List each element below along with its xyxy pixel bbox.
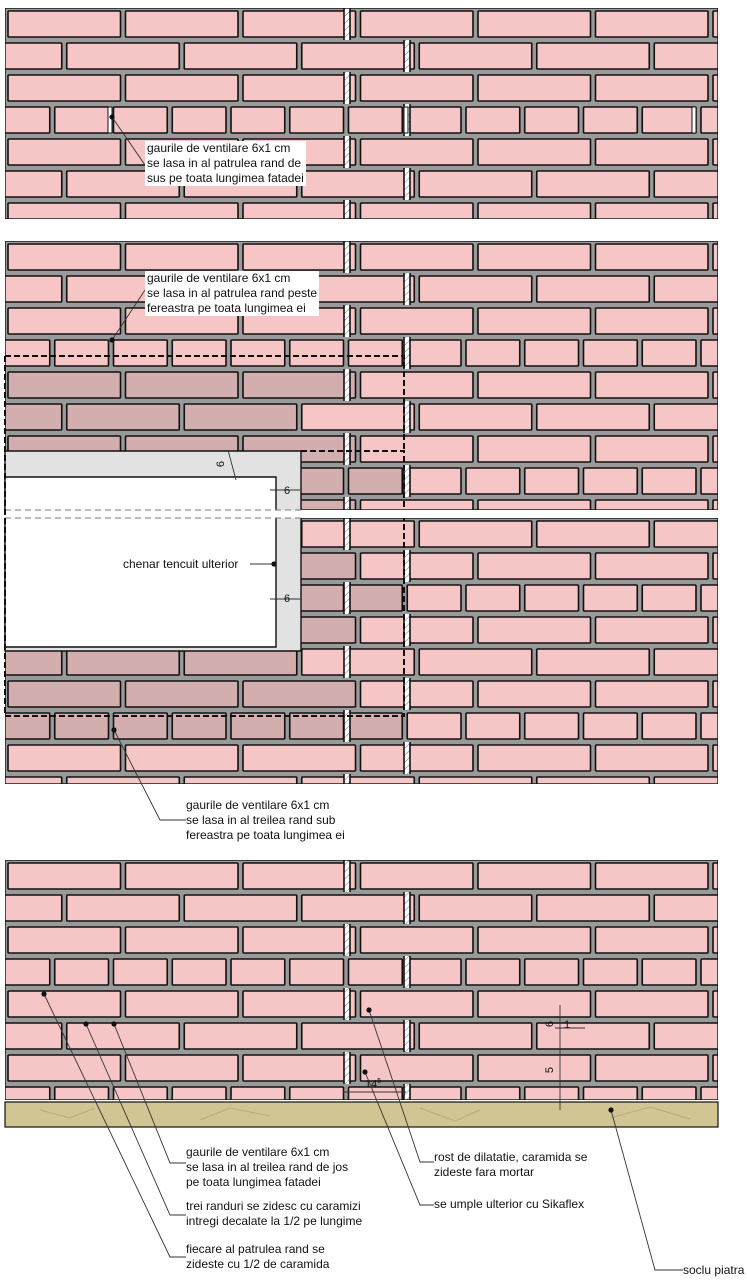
brick <box>126 863 239 889</box>
brick <box>419 895 532 921</box>
brick <box>243 1055 356 1081</box>
brick <box>0 75 3 101</box>
expansion-joint-hatch <box>344 646 350 678</box>
brick <box>0 895 62 921</box>
brick <box>713 681 747 707</box>
brick <box>596 745 709 771</box>
brick <box>654 276 747 302</box>
brick <box>8 308 121 334</box>
brick <box>361 617 474 643</box>
expansion-joint-hatch <box>404 892 410 924</box>
expansion-joint-hatch <box>344 136 350 168</box>
brick <box>349 959 403 985</box>
brick <box>466 340 520 366</box>
brick <box>55 959 109 985</box>
brick <box>478 863 591 889</box>
brick <box>0 139 3 165</box>
dim-reveal-side-lower: 6 <box>284 593 291 605</box>
label-vent-below-window: gaurile de ventilare 6x1 cm se lasa in al treilea rand sub fereastra pe toata lungimea ei <box>186 798 345 842</box>
brick <box>713 927 747 953</box>
brick <box>114 107 168 133</box>
brick <box>361 436 474 462</box>
brick <box>478 139 591 165</box>
brick <box>407 468 461 494</box>
brick <box>713 139 747 165</box>
brick <box>361 75 474 101</box>
brick <box>701 107 747 133</box>
brick <box>361 244 474 270</box>
brick <box>243 203 356 229</box>
expansion-joint-hatch <box>344 1052 350 1084</box>
brick <box>0 372 3 398</box>
brick <box>478 11 591 37</box>
dim-reveal-top: 6 <box>215 460 228 468</box>
brick <box>701 959 747 985</box>
brick <box>478 75 591 101</box>
brick <box>349 107 403 133</box>
dim-course-height-a: 6 <box>544 1020 557 1028</box>
brick <box>8 1055 121 1081</box>
brick <box>302 521 415 547</box>
brick <box>0 107 50 133</box>
brick <box>654 171 747 197</box>
brick <box>0 340 50 366</box>
brick <box>231 959 285 985</box>
brick <box>596 308 709 334</box>
label-plinth: soclu piatra <box>683 1263 745 1277</box>
break-gap <box>0 510 747 518</box>
brick <box>466 959 520 985</box>
brick <box>8 11 121 37</box>
brick <box>302 1023 415 1049</box>
brick <box>478 745 591 771</box>
brick <box>0 681 3 707</box>
brick <box>361 745 474 771</box>
brick <box>713 308 747 334</box>
brick <box>126 745 239 771</box>
brick <box>243 745 356 771</box>
brick <box>713 244 747 270</box>
label-vent-top: gaurile de ventilare 6x1 cm se lasa in al patrulea rand de sus pe toata lungimea fatadei <box>147 141 304 185</box>
brick <box>67 43 180 69</box>
brick <box>8 372 121 398</box>
brick <box>654 43 747 69</box>
brick <box>126 991 239 1017</box>
expansion-joint-hatch <box>404 742 410 774</box>
brick <box>584 468 638 494</box>
brick <box>0 777 62 803</box>
expansion-joint-hatch <box>344 8 350 40</box>
brick <box>243 927 356 953</box>
expansion-joint-hatch <box>404 273 410 305</box>
brick <box>478 681 591 707</box>
brick <box>419 404 532 430</box>
brick <box>596 1055 709 1081</box>
brick <box>172 959 226 985</box>
brick <box>184 895 297 921</box>
brick <box>525 713 579 739</box>
brick <box>478 308 591 334</box>
brick <box>302 404 415 430</box>
brick <box>302 171 415 197</box>
label-vent-bottom: gaurile de ventilare 6x1 cm se lasa in al treilea rand de jos pe toata lungimea fatadei <box>186 1145 349 1189</box>
brick <box>642 468 696 494</box>
brick <box>419 1023 532 1049</box>
brick <box>596 11 709 37</box>
brick <box>0 927 3 953</box>
leader-plinth <box>611 1110 683 1270</box>
brick <box>8 991 121 1017</box>
brick <box>478 244 591 270</box>
brick <box>126 927 239 953</box>
expansion-joint-hatch <box>404 168 410 200</box>
brick <box>0 171 62 197</box>
brick <box>654 649 747 675</box>
brick <box>361 991 474 1017</box>
brick <box>0 244 3 270</box>
brick <box>713 745 747 771</box>
brick <box>596 681 709 707</box>
brick <box>478 436 591 462</box>
brick <box>302 895 415 921</box>
leader-vent-top-dot <box>109 114 114 119</box>
brick <box>596 863 709 889</box>
brick <box>114 959 168 985</box>
brick <box>290 107 344 133</box>
brick <box>0 745 3 771</box>
brick <box>67 1023 180 1049</box>
brick <box>596 553 709 579</box>
expansion-joint-hatch <box>404 956 410 988</box>
brick <box>537 521 650 547</box>
brick <box>0 863 3 889</box>
brick <box>67 649 180 675</box>
brick <box>466 107 520 133</box>
leader-vent-bottom-dot <box>111 1021 116 1026</box>
leader-sikaflex-dot <box>362 1069 367 1074</box>
label-three-rows: trei randuri se zidesc cu caramizi intregi decalate la 1/2 pe lungime <box>186 1199 363 1228</box>
brick <box>114 340 168 366</box>
brick <box>596 139 709 165</box>
expansion-joint-hatch <box>344 433 350 465</box>
expansion-joint-hatch <box>344 305 350 337</box>
brick <box>0 436 3 462</box>
dim-joint-spacing: $14^5$ <box>365 1078 382 1091</box>
brick <box>525 340 579 366</box>
expansion-joint-hatch <box>344 518 350 550</box>
brick <box>584 340 638 366</box>
brick <box>584 713 638 739</box>
brick <box>0 991 3 1017</box>
brick <box>243 681 356 707</box>
brick <box>654 1023 747 1049</box>
brick <box>8 927 121 953</box>
brick <box>8 203 121 229</box>
leader-vent-below-dot <box>111 727 116 732</box>
brick <box>525 468 579 494</box>
brick <box>537 777 650 803</box>
brick <box>243 75 356 101</box>
brick <box>8 681 121 707</box>
brick <box>0 959 50 985</box>
brick <box>584 585 638 611</box>
brick <box>0 1023 62 1049</box>
brick <box>8 863 121 889</box>
brick <box>419 777 532 803</box>
brick <box>419 171 532 197</box>
brick <box>701 468 747 494</box>
brick <box>419 43 532 69</box>
brick <box>172 340 226 366</box>
leader-plinth-dot <box>608 1107 613 1112</box>
brick <box>642 585 696 611</box>
brick <box>537 43 650 69</box>
expansion-joint-hatch <box>344 774 350 806</box>
brick <box>713 863 747 889</box>
brick <box>478 1055 591 1081</box>
brick <box>596 75 709 101</box>
brick <box>0 649 62 675</box>
expansion-joint-hatch <box>344 710 350 742</box>
brick <box>361 139 474 165</box>
brick <box>126 203 239 229</box>
brick <box>713 372 747 398</box>
label-fourth-row: fiecare al patrulea rand se zideste cu 1/2 de caramida <box>186 1242 330 1271</box>
brick <box>466 468 520 494</box>
brick <box>349 340 403 366</box>
brick <box>478 372 591 398</box>
brick <box>361 203 474 229</box>
brick <box>243 991 356 1017</box>
brick <box>8 745 121 771</box>
brick <box>419 521 532 547</box>
brick <box>0 203 3 229</box>
brick <box>584 107 638 133</box>
brick <box>67 777 180 803</box>
leader-fourth-row-dot <box>41 991 46 996</box>
brick <box>701 585 747 611</box>
expansion-joint-hatch <box>344 924 350 956</box>
brick <box>466 713 520 739</box>
brick-panel-top <box>0 8 747 232</box>
brick <box>243 372 356 398</box>
brick <box>184 649 297 675</box>
brick <box>231 107 285 133</box>
brick <box>654 895 747 921</box>
brick <box>126 1055 239 1081</box>
brick <box>713 553 747 579</box>
brick <box>596 244 709 270</box>
brick <box>642 107 696 133</box>
brick <box>478 927 591 953</box>
label-expansion-joint: rost de dilatatie, caramida se zideste fara mortar <box>434 1150 588 1179</box>
expansion-joint-hatch <box>344 241 350 273</box>
brick <box>584 959 638 985</box>
brick <box>713 1055 747 1081</box>
brick <box>596 203 709 229</box>
brick <box>713 991 747 1017</box>
brick <box>642 340 696 366</box>
brick <box>407 340 461 366</box>
brick <box>8 139 121 165</box>
expansion-joint-hatch <box>344 72 350 104</box>
brick <box>55 107 109 133</box>
stone-plinth <box>5 1102 718 1127</box>
brick <box>126 372 239 398</box>
brick <box>701 713 747 739</box>
brick <box>713 11 747 37</box>
brick <box>407 107 461 133</box>
brick <box>231 340 285 366</box>
brick <box>184 43 297 69</box>
brick <box>0 553 3 579</box>
brick <box>525 959 579 985</box>
brick <box>407 713 461 739</box>
brick <box>361 863 474 889</box>
brick <box>596 372 709 398</box>
brick <box>0 617 3 643</box>
dim-joint-width: 1 <box>564 1019 571 1031</box>
brick <box>8 244 121 270</box>
expansion-joint-hatch <box>344 200 350 232</box>
expansion-joint-hatch <box>344 988 350 1020</box>
brick <box>290 340 344 366</box>
brick <box>290 959 344 985</box>
brick <box>126 681 239 707</box>
brick <box>419 649 532 675</box>
brick <box>126 11 239 37</box>
brick <box>596 927 709 953</box>
brick <box>184 1023 297 1049</box>
brick <box>243 244 356 270</box>
brick <box>349 585 403 611</box>
expansion-joint-hatch <box>344 369 350 401</box>
brick <box>478 203 591 229</box>
brick <box>243 863 356 889</box>
brick <box>537 895 650 921</box>
brick <box>537 276 650 302</box>
brick <box>654 777 747 803</box>
vent-gap <box>692 107 696 133</box>
expansion-joint-hatch <box>344 582 350 614</box>
brick <box>525 585 579 611</box>
expansion-joint-hatch <box>404 1020 410 1052</box>
brick <box>596 617 709 643</box>
brick <box>172 107 226 133</box>
brick <box>407 959 461 985</box>
dim-reveal-side-upper: 6 <box>284 485 291 497</box>
brick <box>8 75 121 101</box>
brick <box>642 713 696 739</box>
brick <box>642 959 696 985</box>
label-window-frame: chenar tencuit ulterior <box>123 557 239 571</box>
brick <box>478 617 591 643</box>
brick <box>713 75 747 101</box>
brick <box>0 1055 3 1081</box>
brick <box>654 521 747 547</box>
brick <box>55 340 109 366</box>
brick <box>302 649 415 675</box>
brick <box>67 404 180 430</box>
brick <box>0 43 62 69</box>
brick <box>361 372 474 398</box>
brick <box>361 681 474 707</box>
brick <box>596 991 709 1017</box>
leader-expansion-joint-dot <box>366 1007 371 1012</box>
brick <box>596 436 709 462</box>
label-sikaflex: se umple ulterior cu Sikaflex <box>434 1197 585 1211</box>
leader-vent-above-dot <box>109 337 114 342</box>
brick <box>537 404 650 430</box>
brick <box>361 11 474 37</box>
brick <box>126 244 239 270</box>
brick <box>0 404 62 430</box>
brick <box>466 585 520 611</box>
brick <box>713 436 747 462</box>
brick <box>407 585 461 611</box>
brick <box>349 468 403 494</box>
vent-gap <box>404 107 408 133</box>
brick <box>0 276 62 302</box>
brick <box>302 43 415 69</box>
brick <box>67 895 180 921</box>
dim-course-height-b: 5 <box>544 1066 557 1074</box>
expansion-joint-hatch <box>404 40 410 72</box>
brick <box>0 308 3 334</box>
brick <box>361 308 474 334</box>
leader-window-frame-dot <box>271 561 276 566</box>
brick <box>537 171 650 197</box>
brick <box>713 617 747 643</box>
brick <box>713 203 747 229</box>
label-vent-above-window: gaurile de ventilare 6x1 cm se lasa in al patrulea rand peste fereastra pe toata lungimea ei <box>147 271 318 315</box>
brick <box>0 11 3 37</box>
vent-gap <box>108 107 112 133</box>
brick <box>361 553 474 579</box>
brick <box>478 991 591 1017</box>
brick <box>419 276 532 302</box>
brick <box>243 11 356 37</box>
brick <box>701 340 747 366</box>
brick <box>126 75 239 101</box>
brick <box>654 404 747 430</box>
brick <box>361 927 474 953</box>
brick <box>525 107 579 133</box>
expansion-joint-hatch <box>344 860 350 892</box>
brick <box>184 404 297 430</box>
brick <box>478 553 591 579</box>
brick <box>537 649 650 675</box>
leader-three-rows-dot <box>83 1021 88 1026</box>
